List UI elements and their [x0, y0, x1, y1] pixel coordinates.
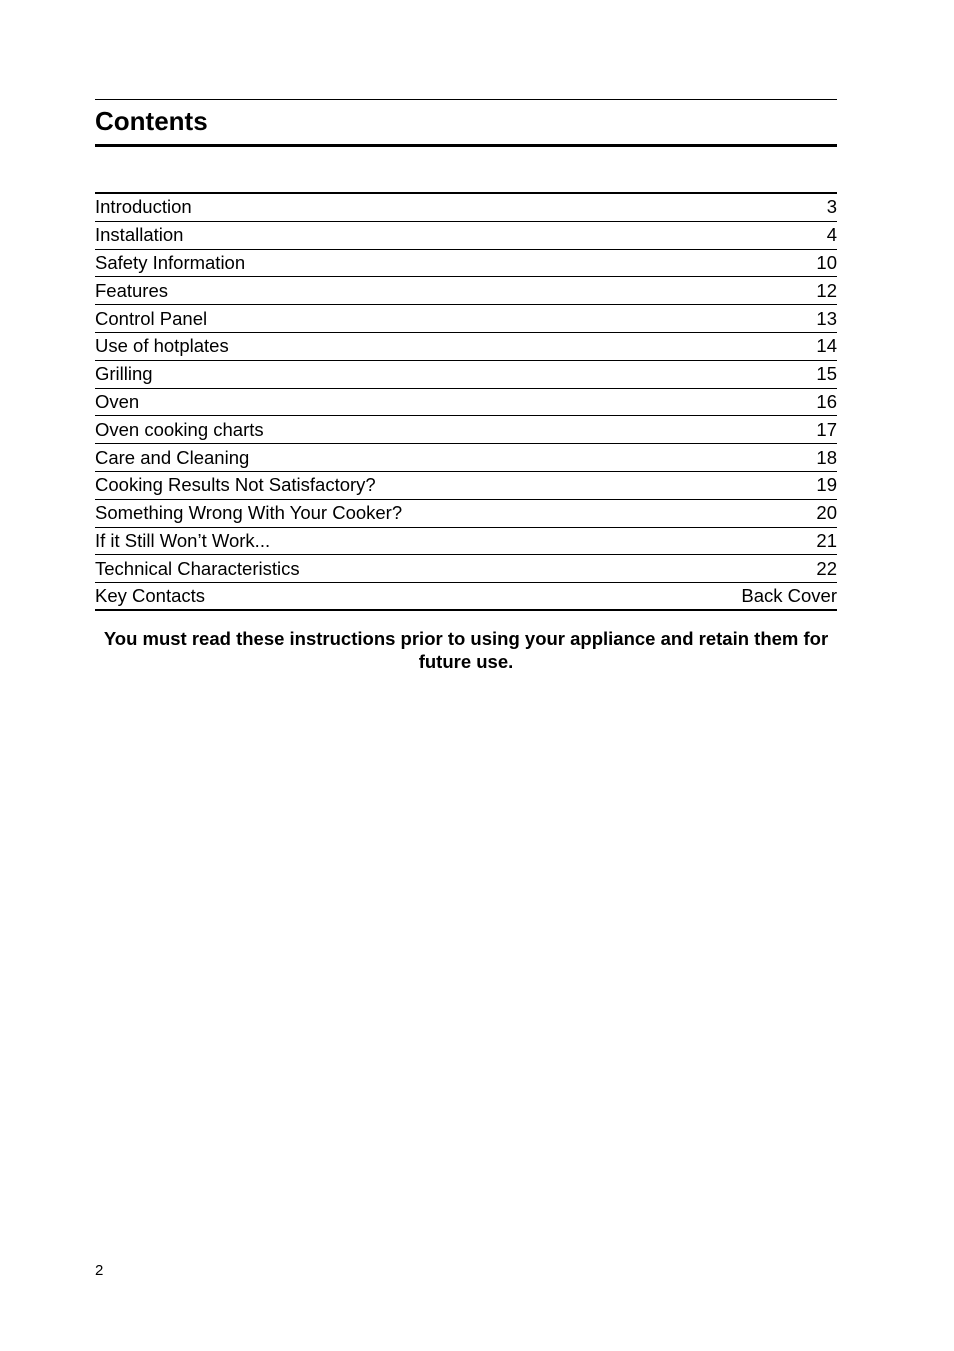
top-rule	[95, 99, 837, 100]
toc-page-number: 12	[816, 279, 837, 301]
toc-row[interactable]	[95, 416, 837, 444]
toc-label: Care and Cleaning	[95, 446, 250, 468]
toc-page-number: 17	[816, 418, 837, 440]
toc-page-number: 18	[816, 446, 837, 468]
toc-page-number: 3	[826, 196, 837, 218]
toc-row[interactable]	[95, 361, 837, 389]
toc-label: Cooking Results Not Satisfactory?	[95, 474, 376, 496]
toc-row[interactable]	[95, 250, 837, 278]
toc-label: Use of hotplates	[95, 335, 229, 357]
toc-row[interactable]	[95, 555, 837, 583]
table-of-contents	[95, 192, 837, 611]
toc-label: Control Panel	[95, 307, 208, 329]
toc-page-number: Back Cover	[741, 585, 837, 607]
usage-notice: You must read these instructions prior to using your appliance and retain them for future use.	[103, 627, 829, 672]
toc-row[interactable]	[95, 500, 837, 528]
toc-page-number: 22	[816, 557, 837, 579]
toc-page-number: 10	[816, 251, 837, 273]
toc-label: Installation	[95, 224, 184, 246]
toc-row[interactable]	[95, 333, 837, 361]
toc-page-number: 19	[816, 474, 837, 496]
toc-label: Safety Information	[95, 251, 246, 273]
toc-label: Oven	[95, 390, 140, 412]
toc-row[interactable]	[95, 222, 837, 250]
toc-row[interactable]	[95, 583, 837, 611]
toc-label: Features	[95, 279, 169, 301]
page-number: 2	[95, 1262, 104, 1279]
toc-label: If it Still Won’t Work...	[95, 529, 271, 551]
toc-label: Introduction	[95, 196, 192, 218]
toc-row[interactable]	[95, 305, 837, 333]
toc-label: Technical Characteristics	[95, 557, 300, 579]
toc-page-number: 20	[816, 502, 837, 524]
toc-page-number: 13	[816, 307, 837, 329]
title-rule	[95, 144, 837, 147]
contents-page	[95, 99, 837, 673]
toc-page-number: 16	[816, 390, 837, 412]
toc-label: Grilling	[95, 363, 153, 385]
toc-page-number: 4	[826, 224, 837, 246]
toc-row[interactable]	[95, 444, 837, 472]
page-title: Contents	[95, 106, 208, 136]
toc-row[interactable]	[95, 528, 837, 556]
toc-row[interactable]	[95, 472, 837, 500]
toc-row[interactable]	[95, 277, 837, 305]
toc-label: Something Wrong With Your Cooker?	[95, 502, 403, 524]
toc-page-number: 15	[816, 363, 837, 385]
toc-page-number: 14	[816, 335, 837, 357]
toc-row[interactable]	[95, 194, 837, 222]
toc-label: Oven cooking charts	[95, 418, 264, 440]
toc-label: Key Contacts	[95, 585, 206, 607]
toc-row[interactable]	[95, 389, 837, 417]
toc-page-number: 21	[816, 529, 837, 551]
